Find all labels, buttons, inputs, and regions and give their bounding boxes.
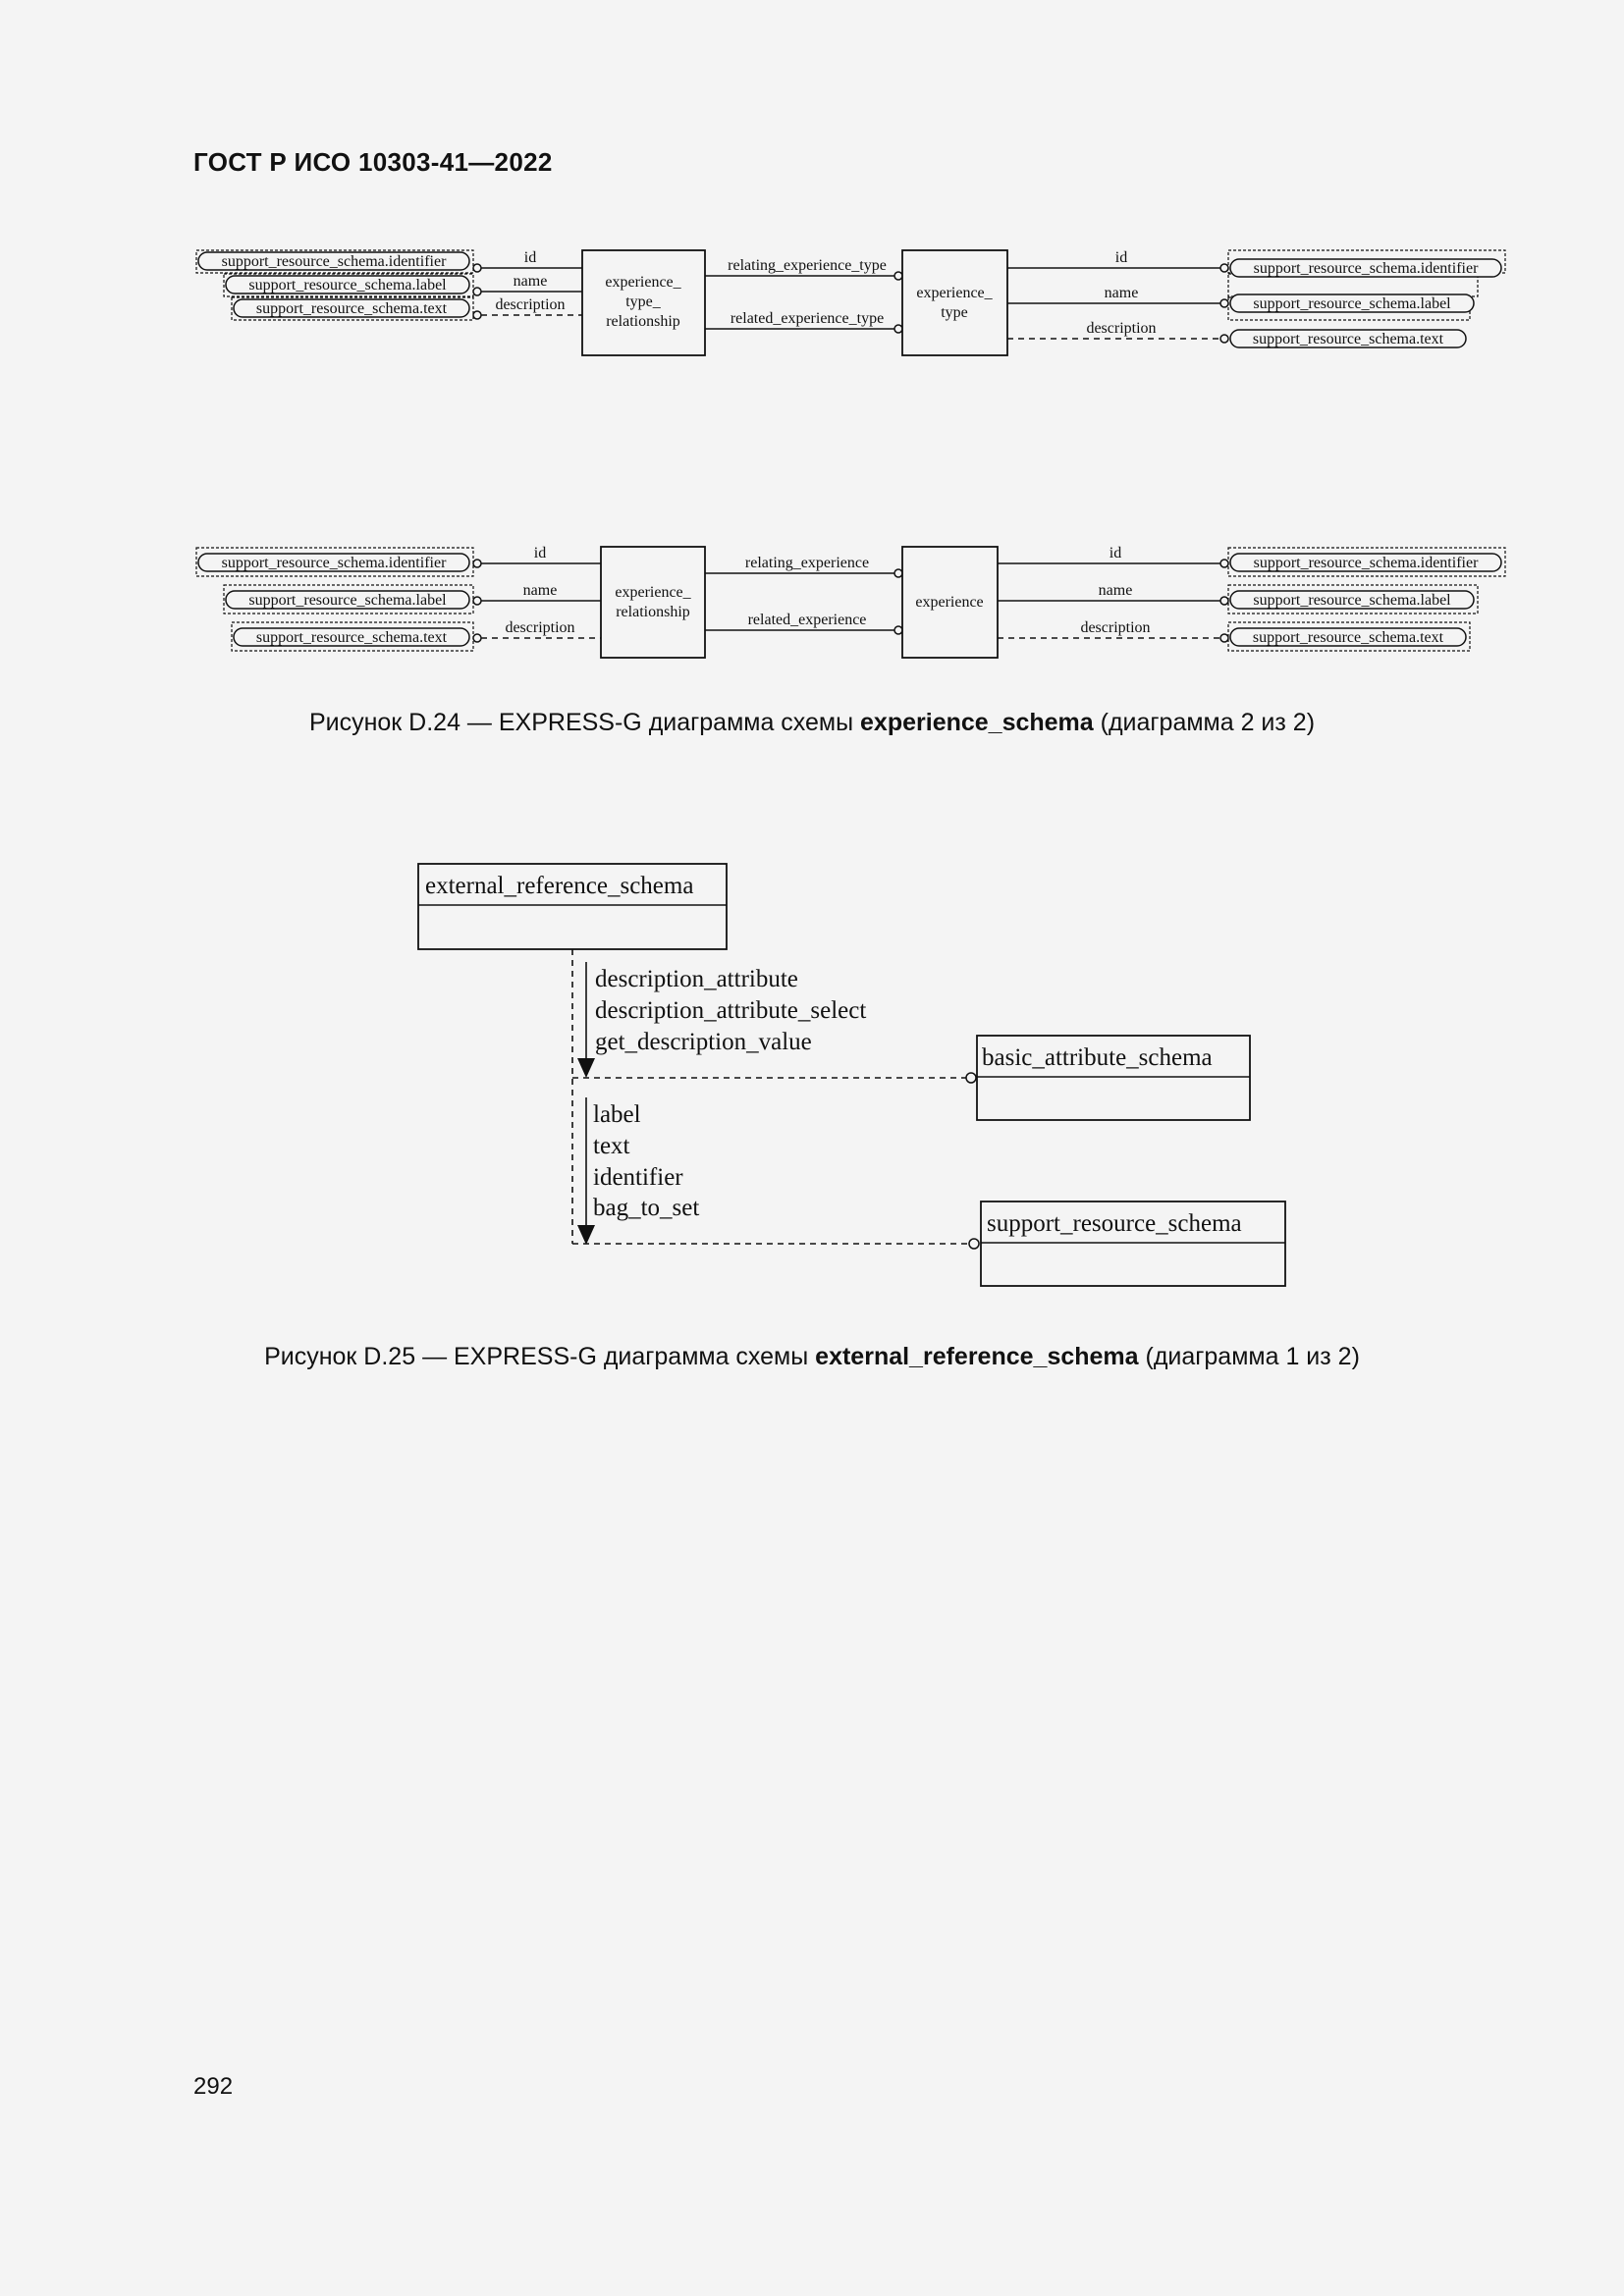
ref-label: support_resource_schema.identifier [221, 253, 447, 270]
entity-label: type_ [625, 294, 661, 310]
attr-label: id [1109, 545, 1122, 561]
figure-d25-caption: Рисунок D.25 — EXPRESS-G диаграмма схемы external_reference_schema (диаграмма 1 из 2) [264, 1343, 1360, 1370]
ref-label: support_resource_schema.label [248, 277, 447, 294]
figure-d24-diagram [0, 236, 1624, 667]
ref-label: support_resource_schema.text [255, 300, 448, 317]
import-item: get_description_value [595, 1029, 812, 1055]
figure-d24-caption: Рисунок D.24 — EXPRESS-G диаграмма схемы experience_schema (диаграмма 2 из 2) [308, 709, 1316, 736]
link-label: relating_experience_type [728, 257, 887, 274]
attr-label: id [1114, 249, 1128, 266]
attr-label: description [1080, 619, 1151, 636]
import-item: description_attribute_select [595, 997, 867, 1024]
ref-label: support_resource_schema.identifier [221, 555, 447, 571]
link-label: related_experience [747, 612, 867, 628]
attr-label: name [1104, 285, 1139, 301]
entity-label: experience_ [615, 584, 691, 601]
ref-label: support_resource_schema.text [1252, 331, 1444, 347]
figure-d25-diagram [0, 844, 1624, 1315]
attr-label: description [505, 619, 575, 636]
attr-label: name [1098, 582, 1133, 599]
arrow-icon [577, 1058, 595, 1078]
schema-title: basic_attribute_schema [982, 1044, 1213, 1071]
entity-label: relationship [606, 313, 680, 330]
import-item: identifier [593, 1164, 683, 1191]
attr-label: name [513, 273, 548, 290]
link-label: relating_experience [744, 555, 870, 571]
import-item: text [593, 1133, 630, 1159]
ref-label: support_resource_schema.label [1253, 295, 1451, 312]
attr-label: description [1086, 320, 1157, 337]
arrow-icon [577, 1225, 595, 1245]
schema-title: external_reference_schema [425, 873, 694, 899]
entity-label: experience [915, 594, 984, 611]
entity-box [601, 547, 705, 658]
ref-label: support_resource_schema.text [255, 629, 448, 646]
document-header: ГОСТ Р ИСО 10303-41—2022 [193, 147, 553, 177]
entity-label: experience_ [916, 285, 993, 301]
entity-label: type [941, 304, 968, 321]
attr-label: id [533, 545, 547, 561]
ref-label: support_resource_schema.text [1252, 629, 1444, 646]
link-label: related_experience_type [730, 310, 885, 327]
ref-label: support_resource_schema.identifier [1253, 260, 1479, 277]
ref-label: support_resource_schema.label [248, 592, 447, 609]
entity-label: experience_ [605, 274, 681, 291]
ref-label: support_resource_schema.label [1253, 592, 1451, 609]
entity-label: relationship [616, 604, 690, 620]
import-item: bag_to_set [593, 1195, 700, 1221]
import-item: label [593, 1101, 641, 1128]
attr-label: id [523, 249, 537, 266]
schema-title: support_resource_schema [987, 1210, 1242, 1237]
ref-label: support_resource_schema.identifier [1253, 555, 1479, 571]
attr-label: name [522, 582, 558, 599]
import-item: description_attribute [595, 966, 798, 992]
entity-box [902, 250, 1007, 355]
page-number: 292 [193, 2073, 234, 2100]
attr-label: description [495, 296, 566, 313]
